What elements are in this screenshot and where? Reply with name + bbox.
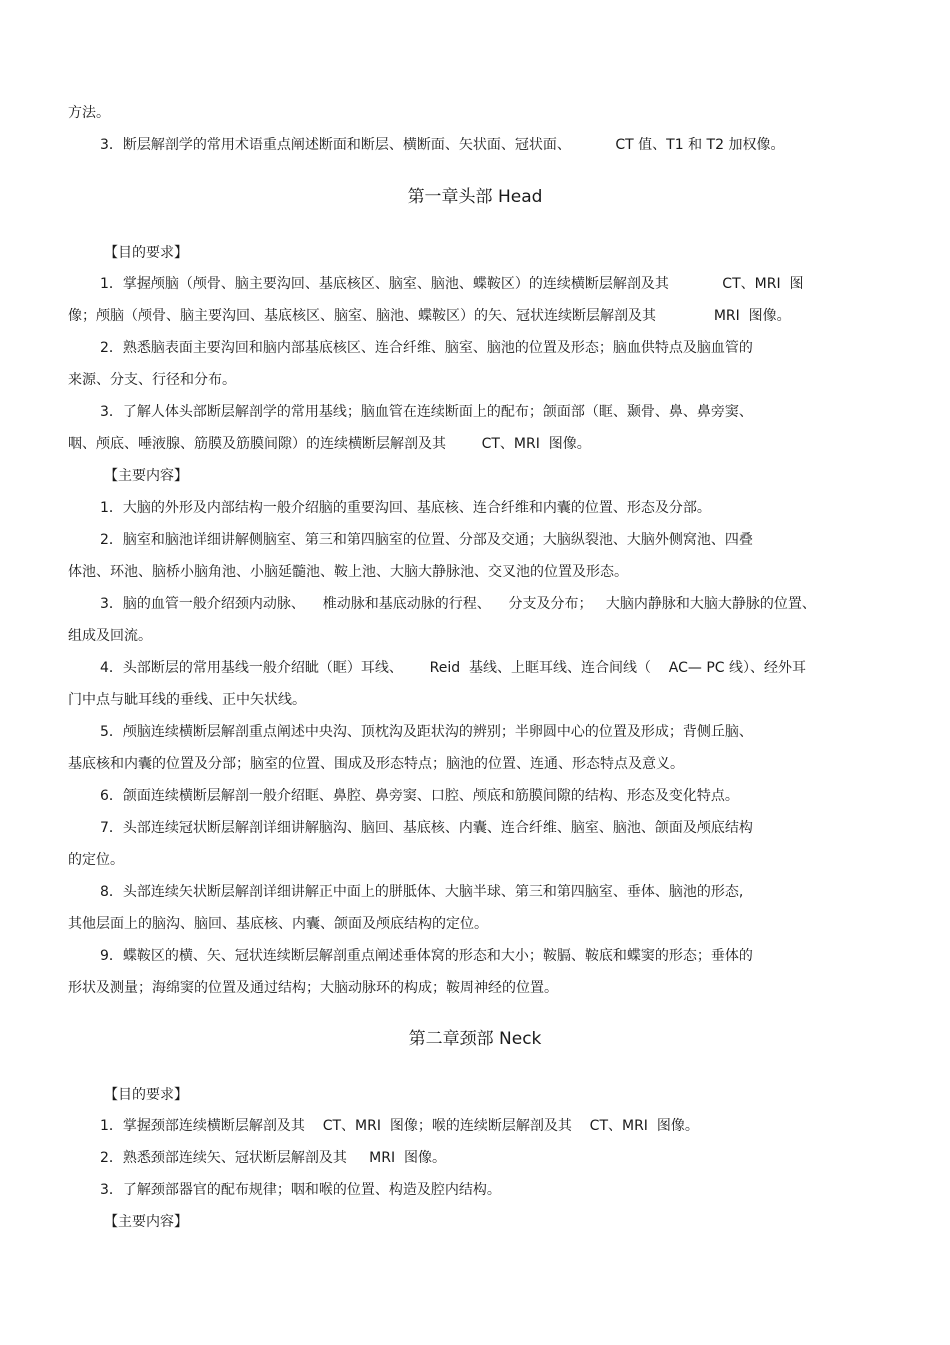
paragraph-line: 7．头部连续冠状断层解剖详细讲解脑沟、脑回、基底核、内囊、连合纤维、脑室、脑池、颌面及颅底结构 (100, 820, 753, 836)
paragraph-line: 门中点与眦耳线的垂线、正中矢状线。 (68, 692, 306, 708)
paragraph-line: 1．掌握颈部连续横断层解剖及其 CT、MRI 图像；喉的连续断层解剖及其 CT、MRI 图像。 (100, 1118, 699, 1134)
paragraph-line: 9．蝶鞍区的横、矢、冠状连续断层解剖重点阐述垂体窝的形态和大小；鞍膈、鞍底和蝶窦的形态；垂体的 (100, 948, 753, 964)
paragraph-line: 方法。 (68, 105, 110, 121)
paragraph-line: 2．熟悉颈部连续矢、冠状断层解剖及其 MRI 图像。 (100, 1150, 446, 1166)
paragraph-line: 3．了解颈部器官的配布规律；咽和喉的位置、构造及腔内结构。 (100, 1182, 501, 1198)
paragraph-line: 【目的要求】 (104, 1087, 188, 1103)
paragraph-line: 【主要内容】 (104, 1214, 188, 1230)
paragraph-line: 形状及测量；海绵窦的位置及通过结构；大脑动脉环的构成；鞍周神经的位置。 (68, 980, 558, 996)
paragraph-line: 3．断层解剖学的常用术语重点阐述断面和断层、横断面、矢状面、冠状面、 CT 值、T1 和 T2 加权像。 (100, 137, 785, 153)
paragraph-line: 3．脑的血管一般介绍颈内动脉、 椎动脉和基底动脉的行程、 分支及分布； 大脑内静脉和大脑大静脉的位置、 (100, 596, 816, 612)
paragraph-line: 咽、颅底、唾液腺、筋膜及筋膜间隙）的连续横断层解剖及其 CT、MRI 图像。 (68, 436, 591, 452)
paragraph-line: 【主要内容】 (104, 468, 188, 484)
chapter-heading: 第二章颈部 Neck (408, 1029, 542, 1049)
paragraph-line: 6．颌面连续横断层解剖一般介绍眶、鼻腔、鼻旁窦、口腔、颅底和筋膜间隙的结构、形态及变化特点。 (100, 788, 739, 804)
paragraph-line: 3．了解人体头部断层解剖学的常用基线；脑血管在连续断面上的配布；颌面部（眶、颞骨、鼻、鼻旁窦、 (100, 404, 753, 420)
paragraph-line: 5．颅脑连续横断层解剖重点阐述中央沟、顶枕沟及距状沟的辨别；半卵圆中心的位置及形成；背侧丘脑、 (100, 724, 753, 740)
paragraph-line: 1．大脑的外形及内部结构一般介绍脑的重要沟回、基底核、连合纤维和内囊的位置、形态及分部。 (100, 500, 711, 516)
paragraph-line: 基底核和内囊的位置及分部；脑室的位置、围成及形态特点；脑池的位置、连通、形态特点及意义。 (68, 756, 684, 772)
paragraph-line: 8．头部连续矢状断层解剖详细讲解正中面上的胼胝体、大脑半球、第三和第四脑室、垂体、脑池的形态, (100, 884, 744, 900)
paragraph-line: 2．熟悉脑表面主要沟回和脑内部基底核区、连合纤维、脑室、脑池的位置及形态；脑血供特点及脑血管的 (100, 340, 753, 356)
paragraph-line: 其他层面上的脑沟、脑回、基底核、内囊、颌面及颅底结构的定位。 (68, 916, 488, 932)
paragraph-line: 体池、环池、脑桥小脑角池、小脑延髓池、鞍上池、大脑大静脉池、交叉池的位置及形态。 (68, 564, 628, 580)
paragraph-line: 1．掌握颅脑（颅骨、脑主要沟回、基底核区、脑室、脑池、蝶鞍区）的连续横断层解剖及其 CT、MRI 图 (100, 276, 804, 292)
paragraph-line: 2．脑室和脑池详细讲解侧脑室、第三和第四脑室的位置、分部及交通；大脑纵裂池、大脑外侧窝池、四叠 (100, 532, 753, 548)
paragraph-line: 4．头部断层的常用基线一般介绍眦（眶）耳线、 Reid 基线、上眶耳线、连合间线（ AC— PC 线）、经外耳 (100, 660, 807, 676)
paragraph-line: 的定位。 (68, 852, 124, 868)
paragraph-line: 像；颅脑（颅骨、脑主要沟回、基底核区、脑室、脑池、蝶鞍区）的矢、冠状连续断层解剖及其 MRI 图像。 (68, 308, 791, 324)
paragraph-line: 【目的要求】 (104, 245, 188, 261)
paragraph-line: 来源、分支、行径和分布。 (68, 372, 236, 388)
chapter-heading: 第一章头部 Head (407, 187, 543, 207)
paragraph-line: 组成及回流。 (68, 628, 152, 644)
